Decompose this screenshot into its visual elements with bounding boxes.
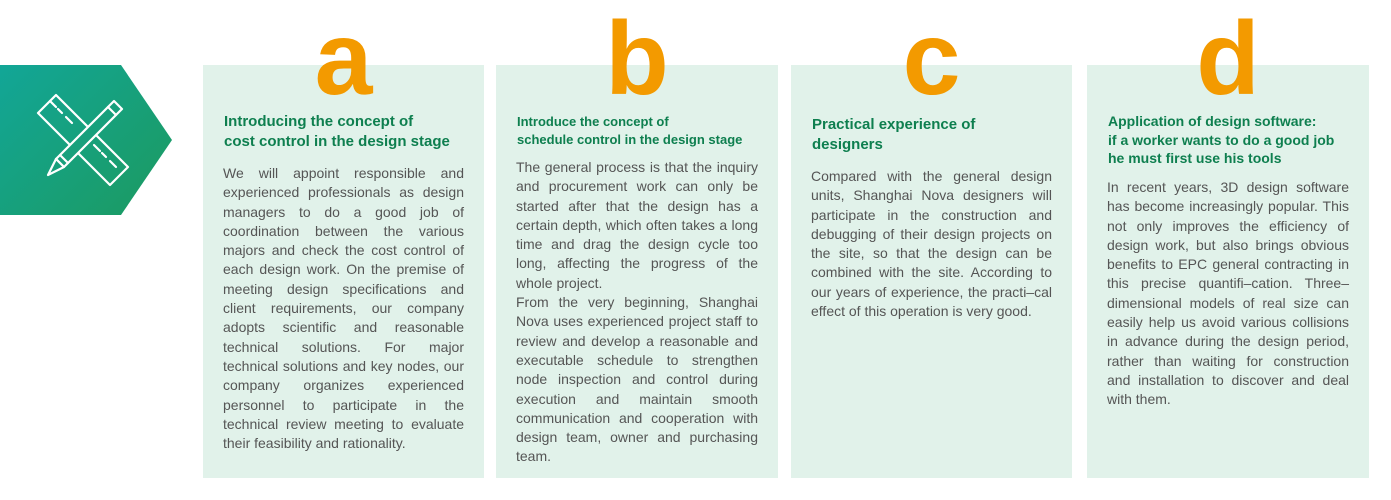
card-body: We will appoint responsible and experienced professionals as design managers to do a good job of coordination between the various majors and check the cost control of each design work. On the premise of meeting design specifications and client requirements, our company adopts scientific and reasonable technical solutions. For major technical solutions and key nodes, our company organizes experienced personnel to participate in the technical review meeting to evaluate their feasibility and rationality. [223,165,464,452]
card-letter: a [314,1,373,117]
card-title: Practical experience of designers [812,116,976,153]
card-body: In recent years, 3D design software has become increasingly popular. This not only improves the efficiency of design work, but also brings obvious benefits to EPC general contracting in this precise quantifi–cation. Three–dimensional models of real size can easily help us avoid various collisions in advance during the design period, rather than waiting for construction and installation to discover and deal with them. [1107,179,1349,408]
card-cost-control [203,1,484,478]
design-badge [0,65,172,215]
card-body: The general process is that the inquiry and procurement work can only be started after that the design has a certain depth, which often takes a long time and drag the design cycle too long, affecting the progress of the whole project. From the very beginning, Shanghai Nova uses experienced project staff to review and develop a reasonable and executable schedule to strengthen node inspection and control during execution and maintain smooth communication and cooperation with design team, owner and purchasing team. [516,159,758,465]
card-schedule-control [496,1,778,478]
card-letter: b [605,1,669,117]
card-title: Introduce the concept of schedule control in the design stage [517,114,743,147]
card-practical-experience [791,1,1072,478]
card-title: Introducing the concept of cost control in the design stage [224,113,450,150]
card-letter: d [1196,1,1260,117]
card-letter: c [902,1,961,117]
card-design-software [1087,1,1369,478]
card-title: Application of design software: if a worker wants to do a good job he must first use his tools [1108,113,1335,166]
ruler-pencil-icon [36,93,130,187]
card-body: Compared with the general design units, Shanghai Nova designers will participate in the construction and debugging of their design projects on the site, so that the design can be combined with the site. According to our years of experience, the practi–cal effect of this operation is very good. [811,168,1052,320]
